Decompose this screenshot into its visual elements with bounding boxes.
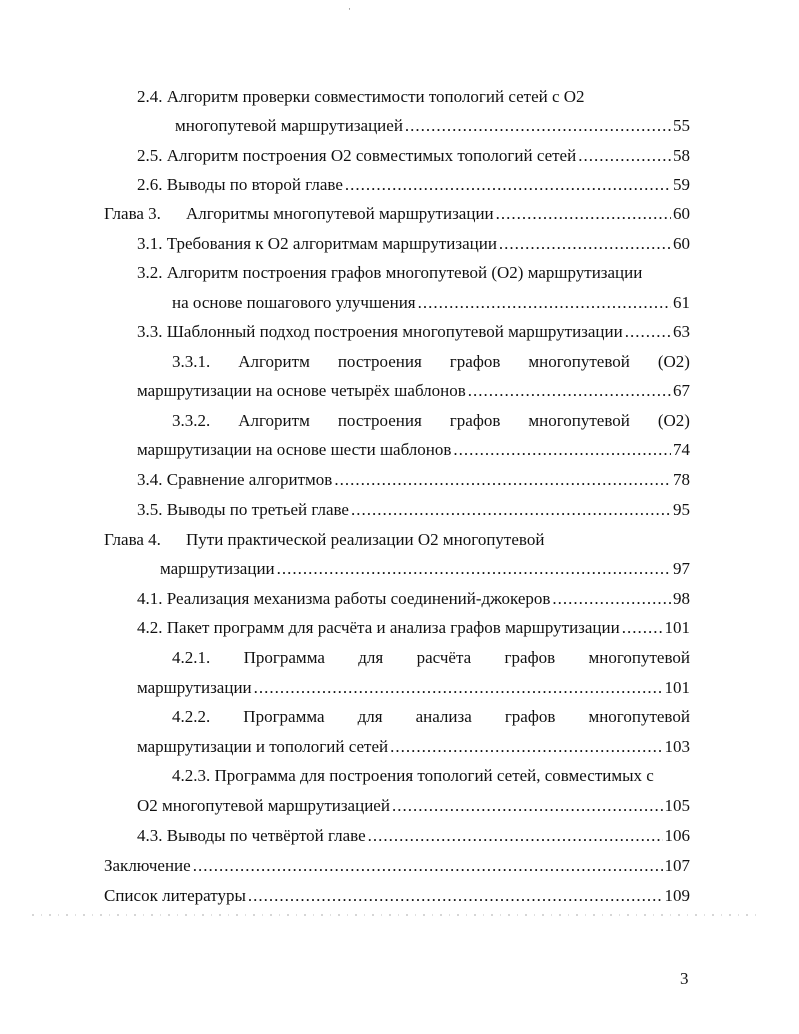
toc-page-number: 74 bbox=[673, 440, 690, 459]
dot-leader bbox=[392, 795, 663, 817]
toc-entry-3-3-1-line1 bbox=[172, 351, 690, 373]
scan-mark: · bbox=[348, 4, 351, 14]
dot-leader bbox=[248, 885, 663, 907]
toc-entry-title: 4.3. Выводы по четвёртой главе bbox=[137, 826, 366, 845]
toc-entry-4-2-1[interactable] bbox=[137, 677, 690, 699]
toc-entry-2-4-line1: 2.4. Алгоритм проверки совместимости топологий сетей с О2 bbox=[137, 87, 585, 106]
dot-leader bbox=[499, 233, 671, 255]
toc-entry-title: 3.3. Шаблонный подход построения многопутевой маршрутизации bbox=[137, 322, 623, 341]
toc-entry-3-3-1[interactable] bbox=[137, 380, 690, 402]
toc-word: Программа bbox=[243, 707, 325, 726]
toc-word: для bbox=[358, 648, 384, 667]
toc-entry-title: 2.6. Выводы по второй главе bbox=[137, 175, 343, 194]
toc-entry-3-3-2-line1 bbox=[172, 410, 690, 432]
dot-leader bbox=[390, 736, 662, 758]
toc-entry-2-5[interactable] bbox=[137, 145, 690, 167]
toc-word: 4.2.1. bbox=[172, 648, 211, 667]
toc-page-number: 95 bbox=[673, 500, 690, 519]
toc-page-number: 55 bbox=[673, 116, 690, 135]
dot-leader bbox=[418, 292, 671, 314]
toc-word: Алгоритм bbox=[238, 411, 310, 430]
toc-entry-title: 3.5. Выводы по третьей главе bbox=[137, 500, 349, 519]
toc-entry-4-2-2[interactable] bbox=[137, 736, 690, 758]
toc-page-number: 61 bbox=[673, 293, 690, 312]
toc-page-number: 78 bbox=[673, 470, 690, 489]
toc-word: 3.3.2. bbox=[172, 411, 211, 430]
toc-entry-title: на основе пошагового улучшения bbox=[172, 293, 416, 312]
toc-word: графов bbox=[449, 352, 501, 371]
toc-word: графов bbox=[504, 648, 556, 667]
toc-word: многопутевой bbox=[528, 352, 630, 371]
toc-entry-title: Алгоритмы многопутевой маршрутизации bbox=[186, 204, 494, 223]
toc-entry-title: О2 многопутевой маршрутизацией bbox=[137, 796, 390, 815]
toc-chapter-3[interactable] bbox=[104, 203, 690, 225]
dot-leader bbox=[496, 203, 671, 225]
toc-entry-3-1[interactable] bbox=[137, 233, 690, 255]
toc-entry-4-2-2-line1 bbox=[172, 706, 690, 728]
toc-entry-title: 3.4. Сравнение алгоритмов bbox=[137, 470, 333, 489]
toc-chapter-4-line1 bbox=[104, 529, 544, 551]
toc-entry-2-6[interactable] bbox=[137, 174, 690, 196]
toc-entry-4-2-3[interactable] bbox=[137, 795, 690, 817]
toc-word: анализа bbox=[415, 707, 472, 726]
toc-entry-4-2-1-line1 bbox=[172, 647, 690, 669]
toc-entry-title: 4.2. Пакет программ для расчёта и анализа графов маршрутизации bbox=[137, 618, 620, 637]
toc-entry-title: 2.5. Алгоритм построения О2 совместимых топологий сетей bbox=[137, 146, 577, 165]
toc-word: графов bbox=[449, 411, 501, 430]
dot-leader bbox=[334, 469, 671, 491]
toc-references[interactable] bbox=[104, 885, 690, 907]
toc-page-number: 107 bbox=[664, 856, 690, 875]
toc-word: для bbox=[357, 707, 383, 726]
toc-word: 3.3.1. bbox=[172, 352, 211, 371]
toc-entry-4-2[interactable] bbox=[137, 617, 690, 639]
toc-entry-title: маршрутизации bbox=[137, 678, 252, 697]
dot-leader bbox=[453, 439, 671, 461]
toc-entry-title: маршрутизации bbox=[160, 559, 275, 578]
toc-page-number: 98 bbox=[673, 589, 690, 608]
toc-page-number: 106 bbox=[664, 826, 690, 845]
dot-leader bbox=[625, 321, 671, 343]
toc-word: Алгоритм bbox=[238, 352, 310, 371]
toc-entry-title: Пути практической реализации О2 многопутевой bbox=[186, 530, 545, 549]
toc-word: многопутевой bbox=[588, 707, 690, 726]
dot-leader bbox=[345, 174, 671, 196]
toc-conclusion[interactable] bbox=[104, 855, 690, 877]
toc-entry-title: Список литературы bbox=[104, 886, 246, 905]
toc-page-number: 63 bbox=[673, 322, 690, 341]
dot-leader bbox=[578, 145, 671, 167]
toc-word: (О2) bbox=[657, 352, 690, 371]
toc-entry-3-3-2[interactable] bbox=[137, 439, 690, 461]
page-number: 3 bbox=[680, 969, 689, 988]
toc-word: построения bbox=[337, 352, 422, 371]
toc-entry-3-2-line1: 3.2. Алгоритм построения графов многопутевой (О2) маршрутизации bbox=[137, 263, 643, 282]
toc-page-number: 105 bbox=[664, 796, 690, 815]
chapter-label: Глава 3. bbox=[104, 204, 161, 223]
toc-entry-3-4[interactable] bbox=[137, 469, 690, 491]
toc-chapter-4[interactable] bbox=[160, 558, 690, 580]
toc-entry-3-2[interactable] bbox=[172, 292, 690, 314]
toc-word: графов bbox=[504, 707, 556, 726]
toc-entry-4-2-3-line1: 4.2.3. Программа для построения топологий сетей, совместимых с bbox=[172, 766, 654, 785]
toc-entry-title: 3.1. Требования к О2 алгоритмам маршрутизации bbox=[137, 234, 497, 253]
dot-leader bbox=[193, 855, 663, 877]
dot-leader bbox=[622, 617, 663, 639]
dot-leader bbox=[277, 558, 671, 580]
toc-entry-title: маршрутизации и топологий сетей bbox=[137, 737, 389, 756]
toc-page-number: 60 bbox=[673, 204, 690, 223]
toc-word: многопутевой bbox=[588, 648, 690, 667]
toc-word: многопутевой bbox=[528, 411, 630, 430]
toc-page-number: 103 bbox=[664, 737, 690, 756]
toc-entry-title: 4.1. Реализация механизма работы соединений-джокеров bbox=[137, 589, 551, 608]
dot-leader bbox=[552, 588, 671, 610]
scan-artifact bbox=[32, 914, 762, 916]
toc-word: Программа bbox=[243, 648, 325, 667]
dot-leader bbox=[368, 825, 663, 847]
chapter-label: Глава 4. bbox=[104, 530, 161, 549]
toc-page-number: 58 bbox=[673, 146, 690, 165]
toc-entry-4-3[interactable] bbox=[137, 825, 690, 847]
toc-page-number: 60 bbox=[673, 234, 690, 253]
toc-word: построения bbox=[337, 411, 422, 430]
dot-leader bbox=[254, 677, 663, 699]
toc-page-number: 59 bbox=[673, 175, 690, 194]
toc-entry-title: Заключение bbox=[104, 856, 191, 875]
toc-entry-2-4[interactable] bbox=[175, 115, 690, 137]
toc-entry-4-1[interactable] bbox=[137, 588, 690, 610]
dot-leader bbox=[468, 380, 671, 402]
toc-word: 4.2.2. bbox=[172, 707, 211, 726]
toc-entry-3-5[interactable] bbox=[137, 499, 690, 521]
toc-page-number: 97 bbox=[673, 559, 690, 578]
toc-page-number: 101 bbox=[664, 618, 690, 637]
toc-word: расчёта bbox=[416, 648, 472, 667]
dot-leader bbox=[351, 499, 671, 521]
dot-leader bbox=[405, 115, 671, 137]
toc-entry-title: маршрутизации на основе четырёх шаблонов bbox=[137, 381, 466, 400]
toc-entry-title: маршрутизации на основе шести шаблонов bbox=[137, 440, 452, 459]
toc-page-number: 109 bbox=[664, 886, 690, 905]
toc-page-number: 67 bbox=[673, 381, 690, 400]
toc-entry-3-3[interactable] bbox=[137, 321, 690, 343]
toc-word: (О2) bbox=[657, 411, 690, 430]
toc-page-number: 101 bbox=[664, 678, 690, 697]
toc-entry-title: многопутевой маршрутизацией bbox=[175, 116, 403, 135]
